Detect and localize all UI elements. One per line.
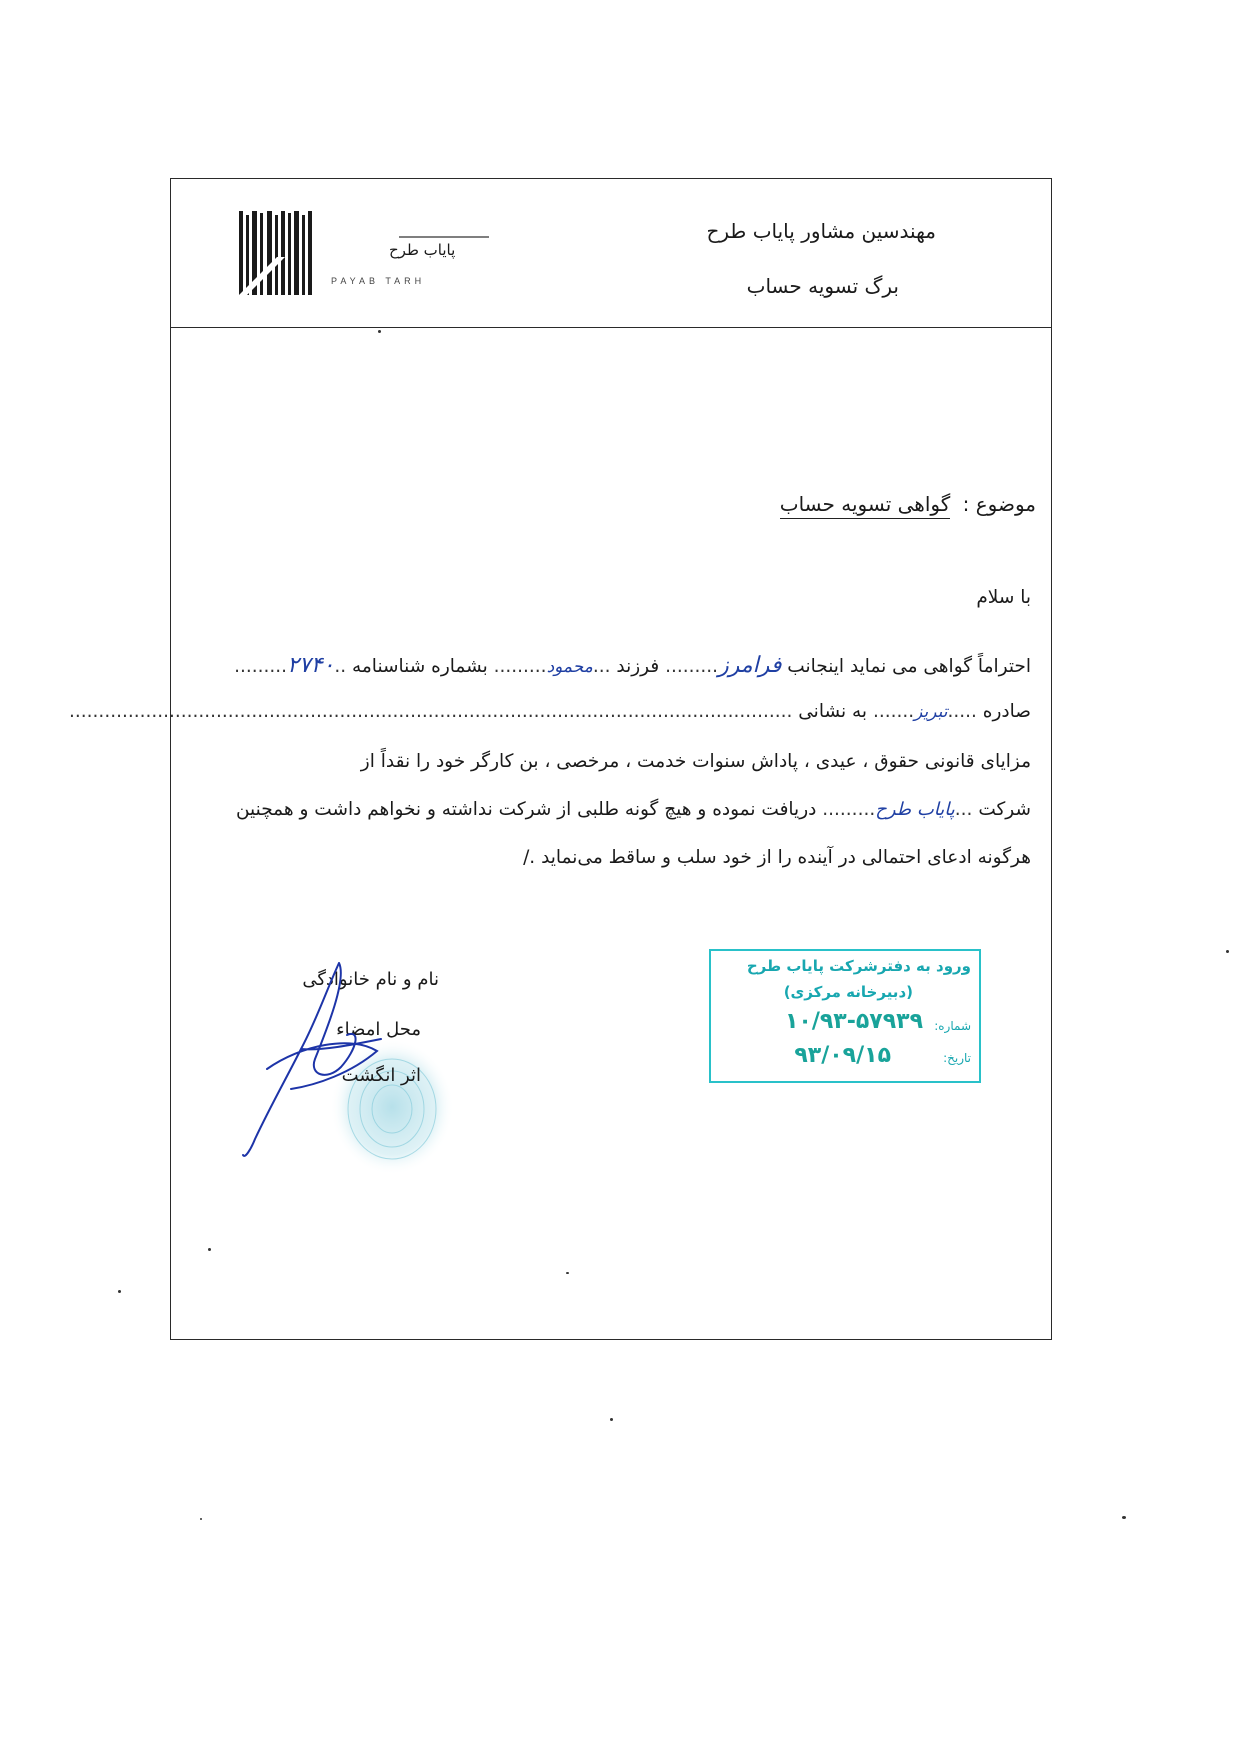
line4-rest: دریافت نموده و هیچ گونه طلبی از شرکت نداشته و نخواهم داشت و همچنین bbox=[235, 799, 817, 820]
scan-speck bbox=[378, 330, 381, 333]
name-label: نام و نام خانوادگی bbox=[302, 969, 439, 990]
child-of-label: فرزند bbox=[616, 656, 660, 677]
greeting: با سلام bbox=[976, 587, 1031, 608]
subject-label: موضوع : bbox=[962, 492, 1036, 516]
form-header bbox=[171, 179, 1051, 328]
body-line-2: صادره .....تبریز....... به نشانی ........................................................................................................................... bbox=[69, 701, 1031, 722]
scan-speck bbox=[610, 1418, 613, 1421]
scan-speck bbox=[208, 1248, 211, 1251]
stamp-title: ورود به دفترشرکت پایاب طرح bbox=[746, 957, 971, 975]
stamp-subtitle: (دبیرخانه مرکزی) bbox=[783, 983, 913, 1001]
id-label: بشماره شناسنامه bbox=[351, 656, 488, 677]
scan-speck bbox=[118, 1290, 121, 1293]
logo-farsi-text: پایاب طرح bbox=[389, 241, 456, 259]
issued-label: صادره bbox=[982, 701, 1031, 722]
handwritten-company: پایاب طرح bbox=[875, 799, 955, 820]
sign-label: محل امضاء bbox=[336, 1019, 421, 1040]
form-frame bbox=[69, 178, 1052, 1340]
logo-latin-text: PAYAB TARH bbox=[331, 276, 426, 286]
handwritten-id-number: ۲۷۴۰ bbox=[287, 653, 335, 678]
handwritten-signature bbox=[231, 949, 431, 1169]
subject-line bbox=[780, 492, 1036, 519]
scan-speck bbox=[200, 1518, 202, 1520]
body-line-4: شرکت ...پایاب طرح......... دریافت نموده و هیچ گونه طلبی از شرکت نداشته و نخواهم داشت و همچنین bbox=[235, 799, 1031, 820]
scan-speck bbox=[1226, 950, 1229, 953]
stamp-number: ۱۰/۹۳-۵۷۹۳۹ bbox=[784, 1009, 923, 1034]
handwritten-place: تبریز bbox=[914, 702, 948, 722]
body-line-1: احتراماً گواهی می نماید اینجانب فرامرز......... فرزند ...محمود......... بشماره شناسنامه ..۲۷۴۰......... bbox=[234, 653, 1031, 678]
subject-value: گواهی تسویه حساب bbox=[780, 492, 951, 519]
scan-speck bbox=[1122, 1516, 1126, 1519]
scan-speck bbox=[566, 1272, 569, 1274]
signature-block bbox=[231, 969, 531, 1209]
stamp-date-label: تاریخ: bbox=[943, 1051, 971, 1065]
line1-start: احتراماً گواهی می نماید اینجانب bbox=[787, 656, 1031, 677]
stamp-date: ۹۳/۰۹/۱۵ bbox=[794, 1043, 891, 1068]
company-logo bbox=[239, 211, 499, 301]
address-label: به نشانی bbox=[798, 701, 868, 722]
registration-stamp bbox=[709, 949, 981, 1083]
form-title: برگ تسویه حساب bbox=[746, 274, 899, 298]
company-name: مهندسین مشاور پایاب طرح bbox=[706, 219, 936, 243]
handwritten-father: محمود bbox=[546, 657, 593, 677]
stamp-number-label: شماره: bbox=[934, 1019, 971, 1033]
body-line-3: مزایای قانونی حقوق ، عیدی ، پاداش سنوات خدمت ، مرخصی ، بن کارگر خود را نقداً از bbox=[360, 751, 1031, 772]
fingerprint-label: اثر انگشت bbox=[341, 1065, 421, 1086]
body-line-5: هرگونه ادعای احتمالی در آینده را از خود سلب و ساقط می‌نماید ./ bbox=[523, 847, 1031, 868]
company-label: شرکت bbox=[978, 799, 1031, 820]
handwritten-name: فرامرز bbox=[718, 653, 782, 678]
